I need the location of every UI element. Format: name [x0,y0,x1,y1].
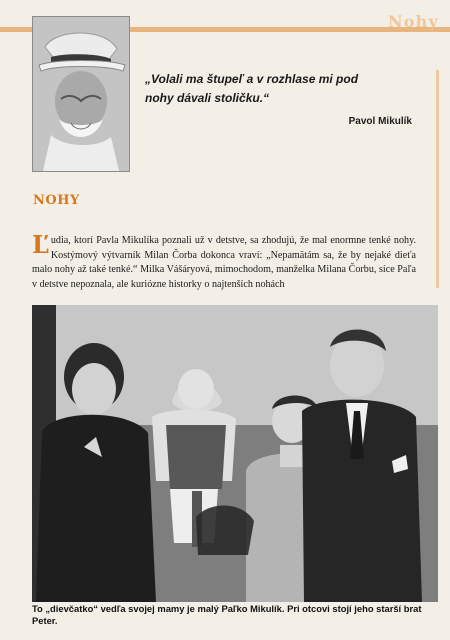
family-photo [32,305,438,602]
right-rule [436,70,439,288]
article-body [32,234,416,292]
running-head: Nohy [387,12,439,31]
drop-cap: Ľ [32,234,49,259]
photo-caption: To „dievčatko“ vedľa svojej mamy je malý Paľko Mikulík. Pri otcovi stojí jeho starší brat Peter. [32,603,422,626]
pull-quote: „Volali ma štupeľ a v rozhlase mi pod nohy dávali stoličku.“ [145,72,359,105]
section-title: NOHY [33,193,80,208]
quote-author: Pavol Mikulík [348,116,412,127]
article-body-text: udia, ktorí Pavla Mikulíka poznali už v detstve, sa zhodujú, že mal enormne tenké nohy. Kostýmový výtvarník Milan Čorba dokonca vraví: „Nepamätám sa, že by nejaké dieťa malo nohy až také tenké.“ Milka Vášáryová, mimochodom, manželka Milana Čorbu, síce Paľa v detstve nepoznala, ale kuriózne historky o najtenších nohách [32,235,416,290]
portrait-photo [32,16,130,172]
